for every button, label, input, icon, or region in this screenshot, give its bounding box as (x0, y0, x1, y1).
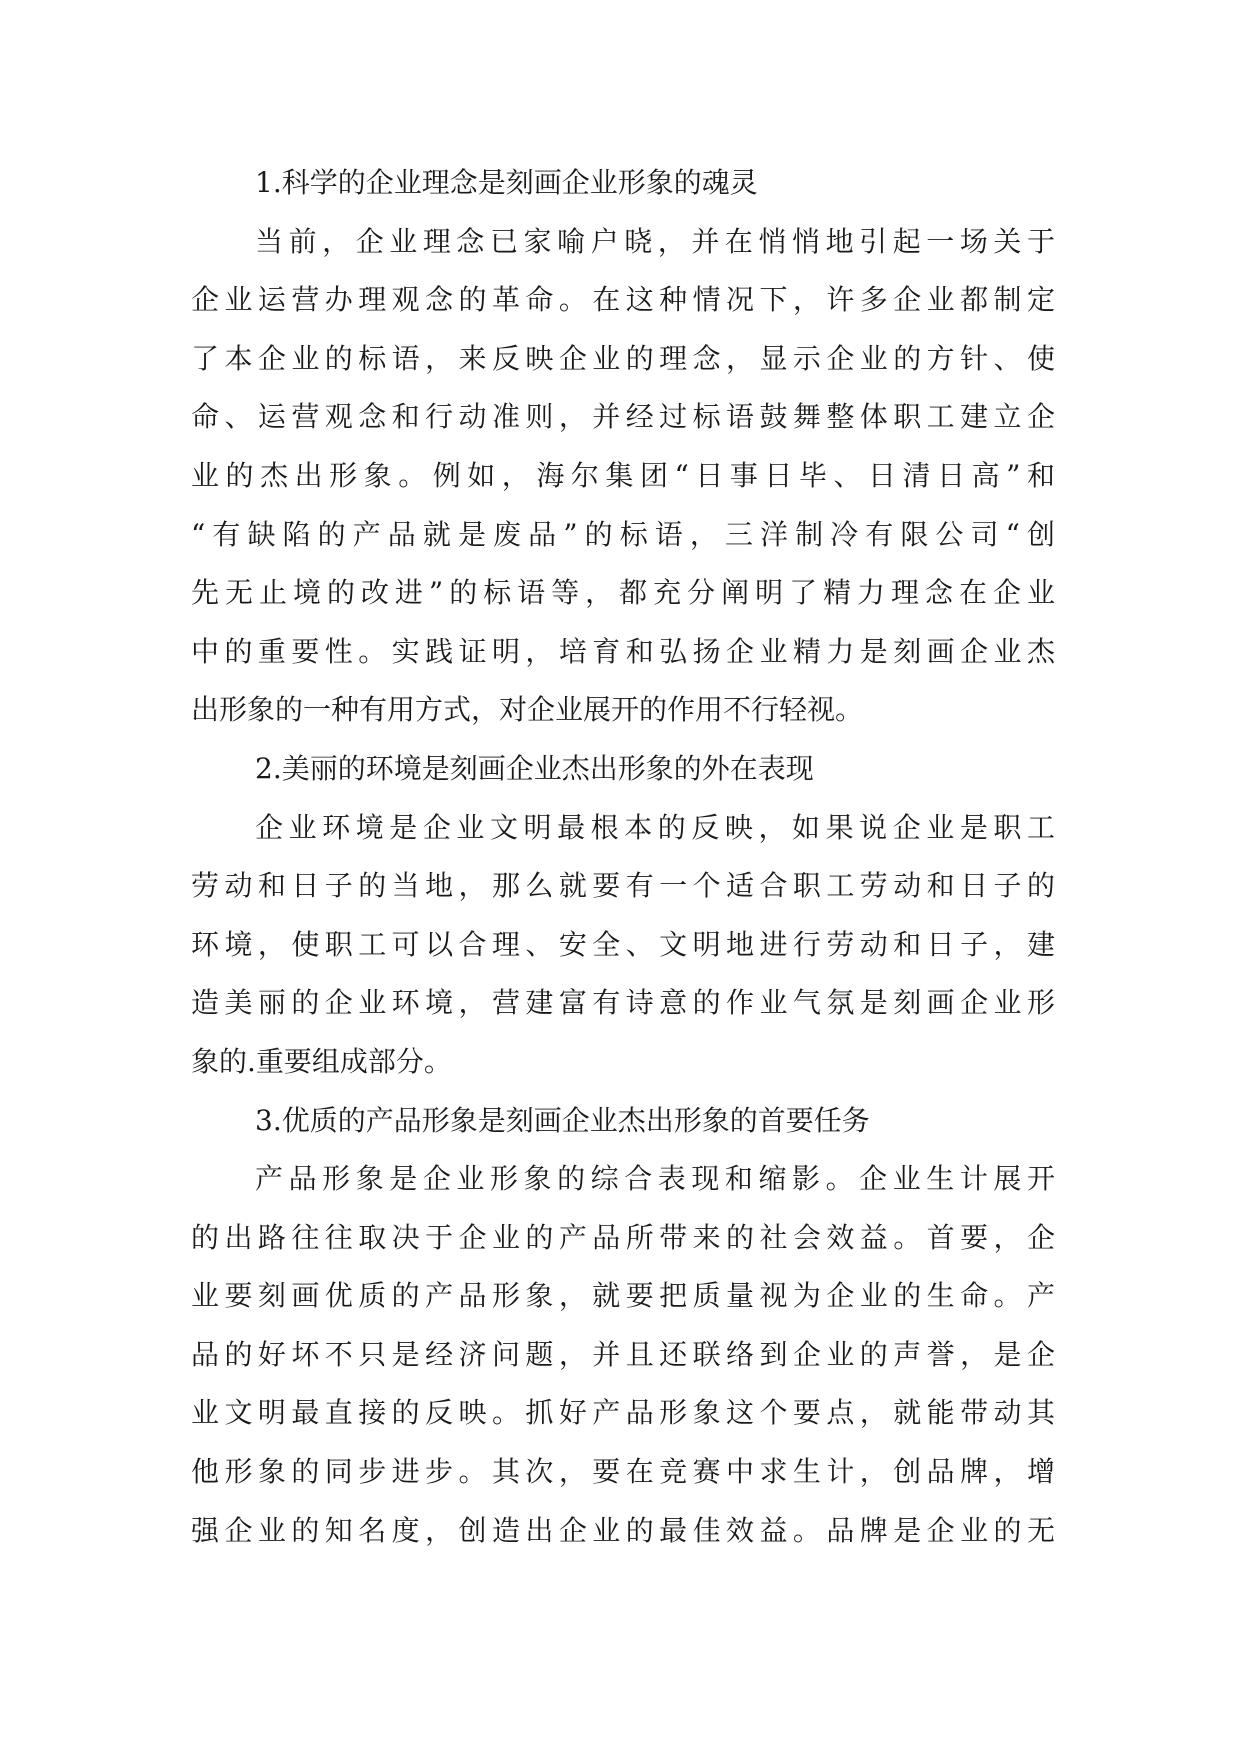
paragraph-line: 象的.重要组成部分。 (191, 1044, 452, 1078)
paragraph-line: 环境，使职工可以合理、安全、文明地进行劳动和日子，建 (191, 927, 1055, 961)
paragraph-line: 的出路往往取决于企业的产品所带来的社会效益。首要，企 (191, 1220, 1055, 1254)
paragraph-line: 劳动和日子的当地，那么就要有一个适合职工劳动和日子的 (191, 869, 1055, 903)
paragraph-first-line: 当前，企业理念已家喻户晓，并在悄悄地引起一场关于 (255, 224, 1055, 258)
paragraph-line: 命、运营观念和行动准则，并经过标语鼓舞整体职工建立企 (191, 400, 1055, 434)
document-body (191, 154, 1055, 1560)
paragraph-line: 业要刻画优质的产品形象，就要把质量视为企业的生命。产 (191, 1279, 1055, 1313)
paragraph-first-line: 企业环境是企业文明最根本的反映，如果说企业是职工 (255, 810, 1055, 844)
paragraph-line: 先无止境的改进”的标语等，都充分阐明了精力理念在企业 (191, 576, 1055, 610)
paragraph-first-line: 3.优质的产品形象是刻画企业杰出形象的首要任务 (255, 1103, 870, 1137)
paragraph-line: 企业运营办理观念的革命。在这种情况下，许多企业都制定 (191, 283, 1055, 317)
paragraph-line: 中的重要性。实践证明，培育和弘扬企业精力是刻画企业杰 (191, 634, 1055, 668)
paragraph-line: 他形象的同步进步。其次，要在竞赛中求生计，创品牌，增 (191, 1455, 1055, 1489)
paragraph-first-line: 2.美丽的环境是刻画企业杰出形象的外在表现 (255, 751, 814, 785)
paragraph-first-line: 1.科学的企业理念是刻画企业形象的魂灵 (255, 166, 758, 199)
paragraph-line: 了本企业的标语，来反映企业的理念，显示企业的方针、使 (191, 341, 1055, 375)
paragraph-line: 造美丽的企业环境，营建富有诗意的作业气氛是刻画企业形 (191, 986, 1055, 1020)
paragraph-line: 业文明最直接的反映。抓好产品形象这个要点，就能带动其 (191, 1396, 1055, 1430)
paragraph-line: 出形象的一种有用方式，对企业展开的作用不行轻视。 (191, 693, 864, 727)
paragraph-line: “有缺陷的产品就是废品”的标语，三洋制冷有限公司“创 (191, 517, 1055, 551)
paragraph-line: 业的杰出形象。例如，海尔集团“日事日毕、日清日高”和 (191, 458, 1055, 492)
paragraph-line: 强企业的知名度，创造出企业的最佳效益。品牌是企业的无 (191, 1513, 1055, 1547)
paragraph-line: 品的好坏不只是经济问题，并且还联络到企业的声誉，是企 (191, 1337, 1055, 1371)
paragraph-first-line: 产品形象是企业形象的综合表现和缩影。企业生计展开 (255, 1162, 1055, 1196)
